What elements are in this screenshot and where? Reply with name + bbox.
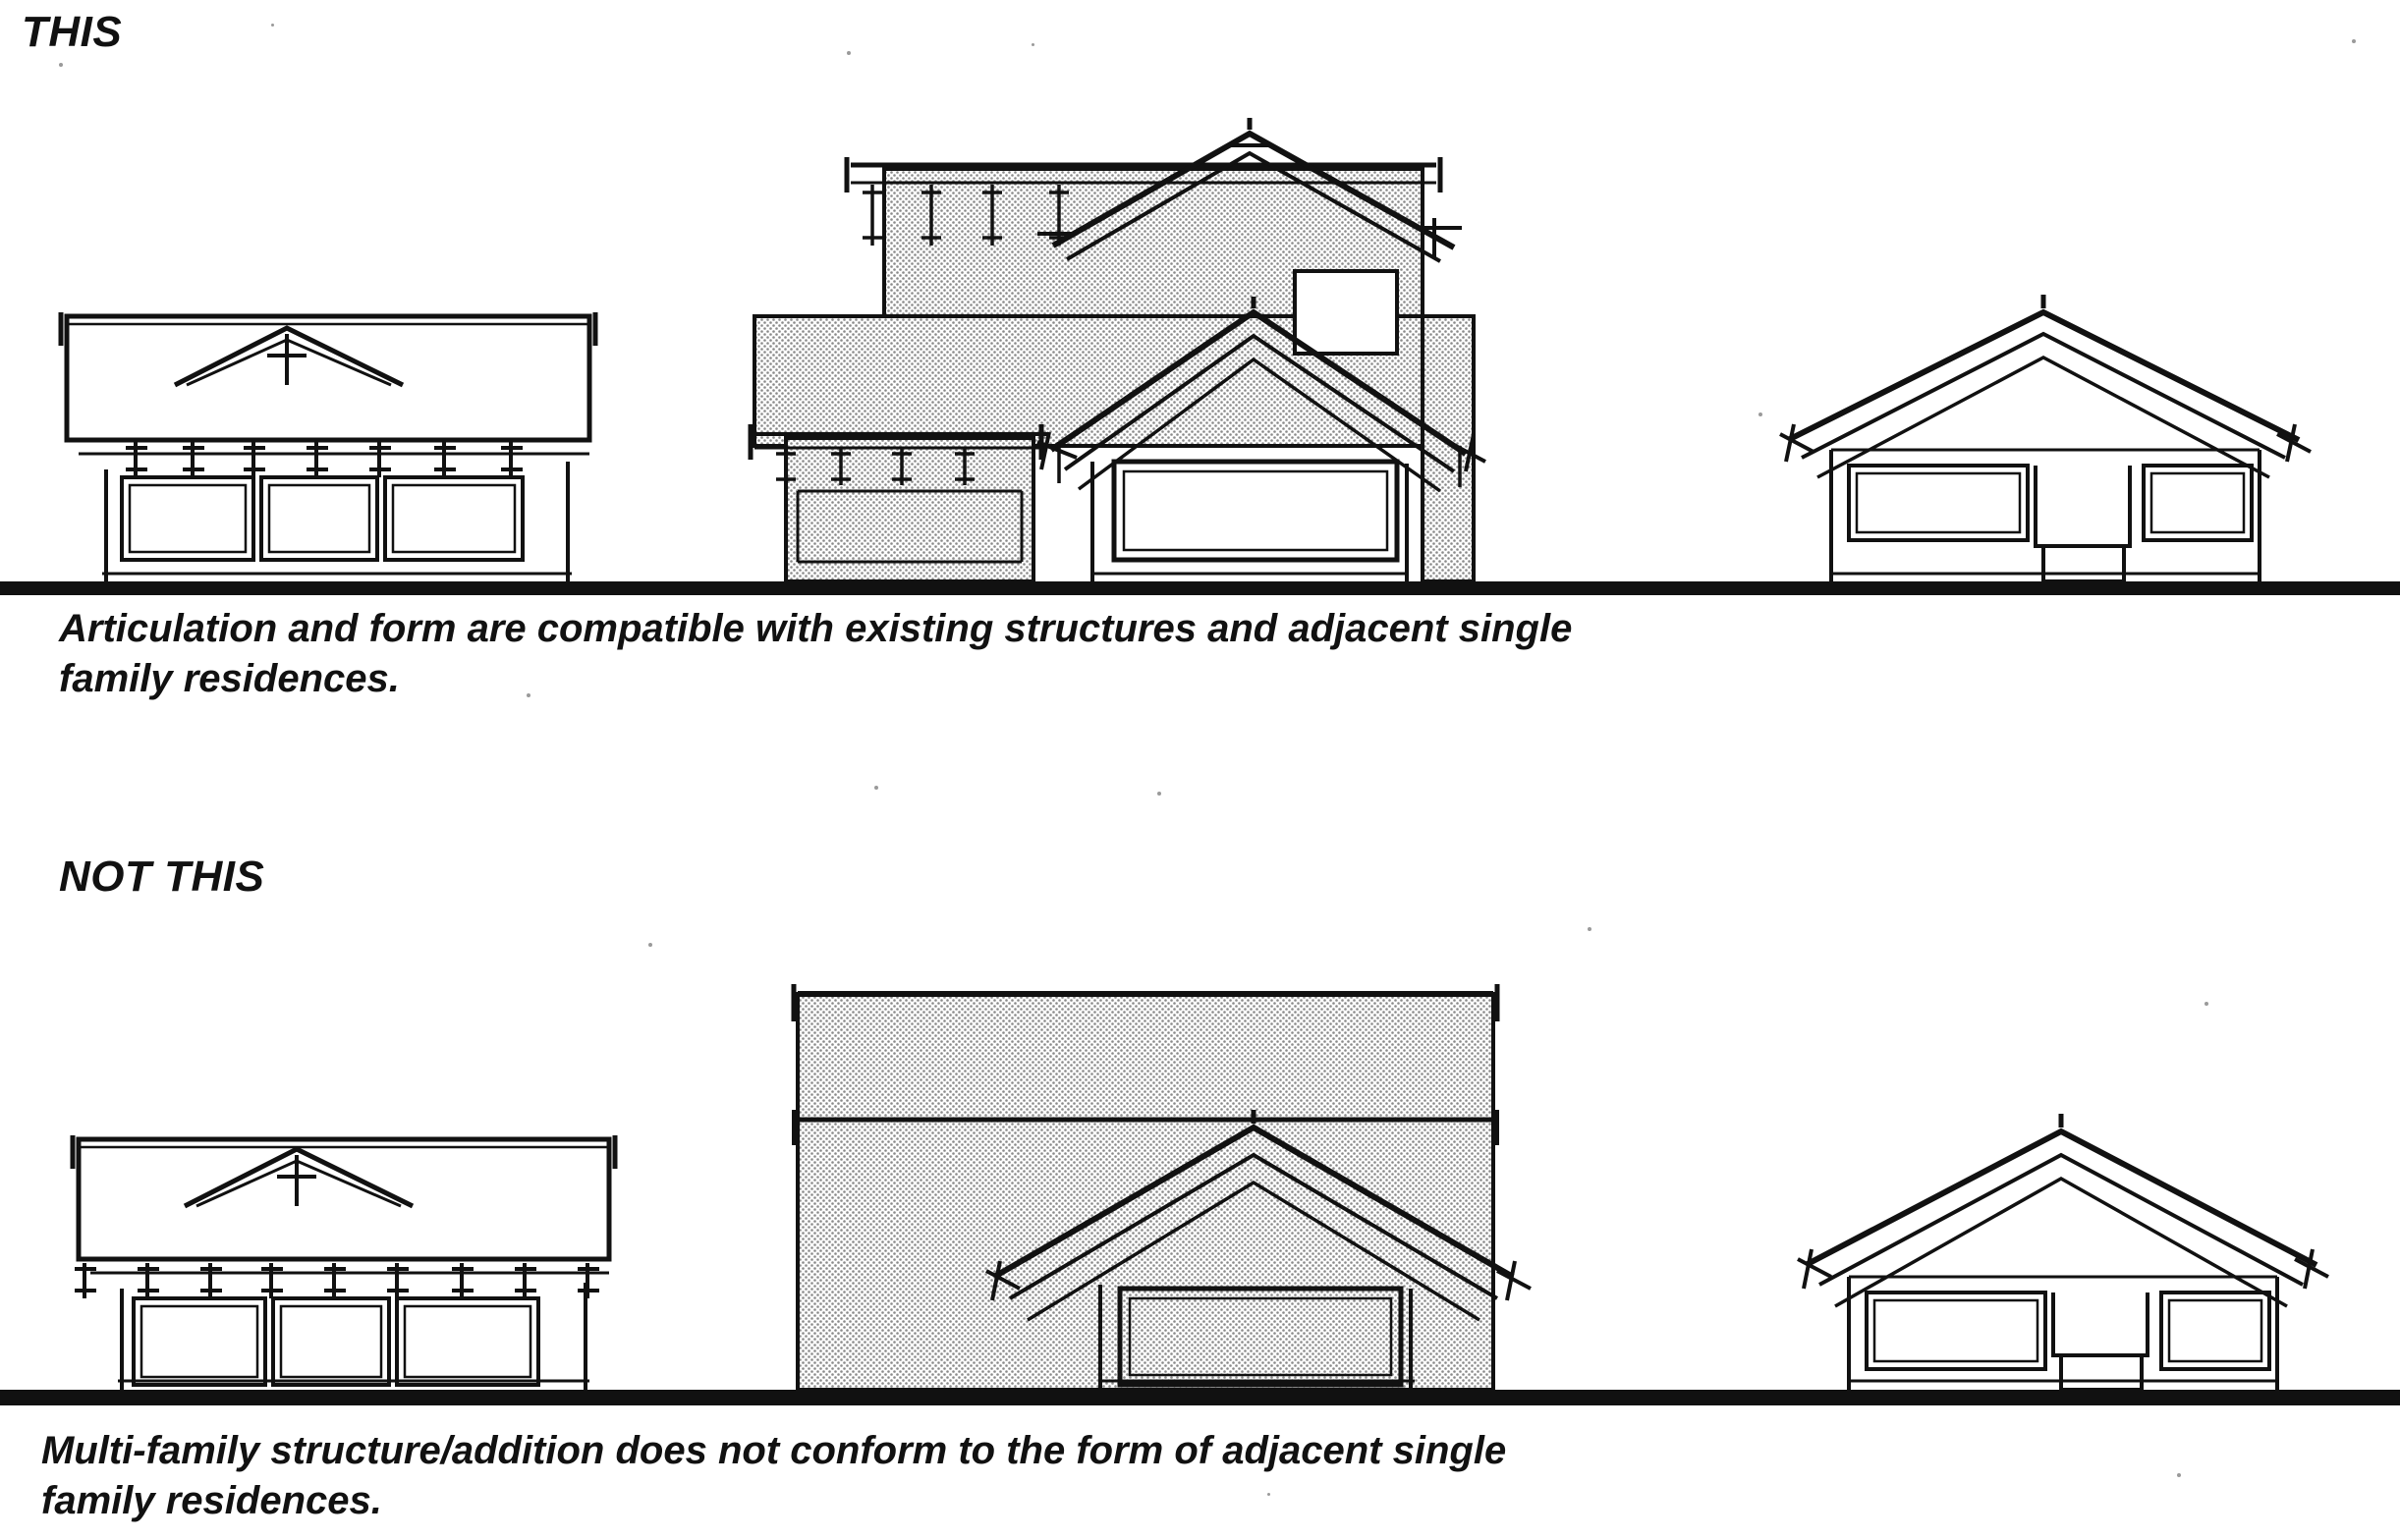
- this-right-residence: [1780, 295, 2311, 581]
- caption-not-this: Multi-family structure/addition does not conform to the form of adjacent single family residences.: [41, 1429, 1507, 1523]
- this-left-residence: [61, 312, 595, 581]
- scan-speck: [2352, 39, 2356, 43]
- scan-speck: [2177, 1473, 2181, 1477]
- scan-speck: [874, 786, 878, 790]
- notthis-left-residence: [73, 1135, 615, 1390]
- this-center-multifamily: [751, 118, 1485, 581]
- scan-speck: [2205, 1002, 2208, 1006]
- scan-speck: [648, 943, 652, 947]
- scan-speck: [1032, 43, 1034, 46]
- notthis-center-multifamily: [794, 984, 1531, 1390]
- scan-speck: [1267, 1493, 1270, 1496]
- scan-speck: [527, 693, 530, 697]
- section-label-this: THIS: [22, 8, 123, 56]
- notthis-right-residence: [1798, 1114, 2328, 1390]
- scan-speck: [1588, 927, 1591, 931]
- section-label-not-this: NOT THIS: [59, 852, 265, 901]
- scan-speck: [847, 51, 851, 55]
- ground-line-this: [0, 581, 2400, 595]
- ground-line-not-this: [0, 1390, 2400, 1405]
- scan-speck: [271, 24, 274, 27]
- caption-this: Articulation and form are compatible with existing structures and adjacent single family residences.: [59, 607, 1573, 701]
- scan-speck: [59, 63, 63, 67]
- scan-speck: [1157, 792, 1161, 796]
- scan-speck: [1758, 412, 1762, 416]
